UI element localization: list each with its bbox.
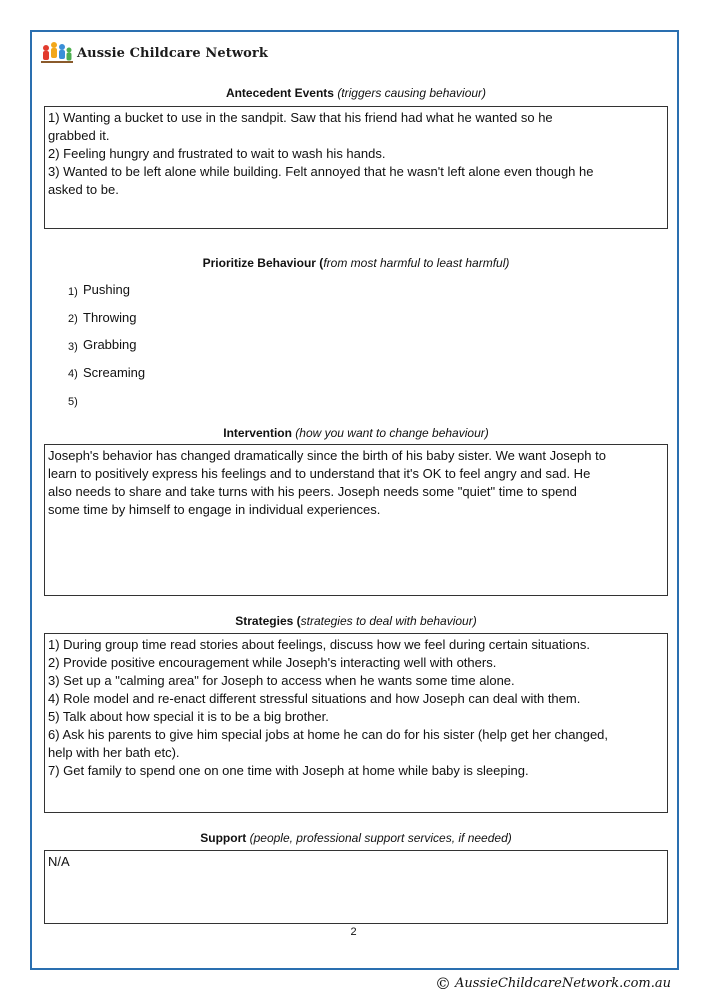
priority-text: Throwing <box>83 309 137 325</box>
support-heading <box>44 831 668 845</box>
priority-item <box>68 359 145 387</box>
logo-text: Aussie Childcare Network <box>77 45 268 61</box>
prioritize-subtitle: from most harmful to least harmful) <box>323 256 510 270</box>
strategies-box <box>44 633 668 813</box>
strategies-line: 3) Set up a "calming area" for Joseph to access when he wants some time alone. <box>48 673 515 688</box>
intervention-line: also needs to share and take turns with his peers. Joseph needs some "quiet" time to spend <box>48 484 577 499</box>
footer <box>435 974 671 993</box>
intervention-title: Intervention <box>223 426 292 440</box>
intervention-line: Joseph's behavior has changed dramatically since the birth of his baby sister. We want Joseph to <box>48 448 606 463</box>
strategies-line: 7) Get family to spend one on one time with Joseph at home while baby is sleeping. <box>48 763 529 778</box>
priority-item <box>68 331 145 359</box>
antecedent-heading <box>44 86 668 100</box>
strategies-line: help with her bath etc). <box>48 745 180 760</box>
priority-list <box>68 276 145 414</box>
intervention-heading <box>44 426 668 440</box>
antecedent-line: grabbed it. <box>48 128 110 143</box>
priority-number: 1) <box>68 285 78 298</box>
strategies-line: 5) Talk about how special it is to be a big brother. <box>48 709 329 724</box>
antecedent-title: Antecedent Events <box>225 86 334 100</box>
priority-number: 4) <box>68 368 78 381</box>
priority-text: Grabbing <box>83 337 137 353</box>
antecedent-subtitle: (triggers causing behaviour) <box>337 86 487 100</box>
strategies-line: 4) Role model and re-enact different stressful situations and how Joseph can deal with them. <box>48 691 581 706</box>
strategies-line: 1) During group time read stories about feelings, discuss how we feel during certain situations. <box>48 637 590 652</box>
strategies-line: 2) Provide positive encouragement while Joseph's interacting well with others. <box>48 655 497 670</box>
intervention-subtitle: (how you want to change behaviour) <box>295 426 489 440</box>
support-line: N/A <box>48 854 70 869</box>
support-title: Support <box>200 831 247 845</box>
logo <box>40 40 268 66</box>
footer-text: AussieChildcareNetwork.com.au <box>454 976 671 991</box>
strategies-heading <box>44 614 668 628</box>
antecedent-line: 1) Wanting a bucket to use in the sandpit. Saw that his friend had what he wanted so he <box>48 110 553 125</box>
antecedent-line: 3) Wanted to be left alone while building. Felt annoyed that he wasn't left alone even though he <box>48 164 594 179</box>
priority-item <box>68 276 145 304</box>
page-number: 2 <box>350 926 357 938</box>
intervention-line: learn to positively express his feelings and to understand that it's OK to feel angry and sad. He <box>48 466 591 481</box>
strategies-line: 6) Ask his parents to give him special jobs at home he can do for his sister (help get her changed, <box>48 727 609 742</box>
priority-number: 5) <box>68 395 78 408</box>
priority-item <box>68 386 145 414</box>
support-subtitle: (people, professional support services, if needed) <box>249 831 512 845</box>
intervention-line: some time by himself to engage in individual experiences. <box>48 502 381 517</box>
priority-number: 3) <box>68 340 78 353</box>
prioritize-title: Prioritize Behaviour ( <box>202 256 324 270</box>
priority-text: Screaming <box>83 364 146 380</box>
strategies-subtitle: strategies to deal with behaviour) <box>300 614 477 628</box>
strategies-title: Strategies ( <box>235 614 301 628</box>
priority-text: Pushing <box>83 282 130 298</box>
antecedent-line: 2) Feeling hungry and frustrated to wait to wash his hands. <box>48 146 386 161</box>
priority-number: 2) <box>68 313 78 326</box>
antecedent-line: asked to be. <box>48 182 119 197</box>
children-logo-icon <box>40 40 74 66</box>
priority-item <box>68 304 145 332</box>
antecedent-box <box>44 106 668 229</box>
support-box <box>44 850 668 924</box>
prioritize-heading <box>44 256 668 270</box>
intervention-box <box>44 444 668 596</box>
copyright-symbol: © <box>434 974 451 993</box>
